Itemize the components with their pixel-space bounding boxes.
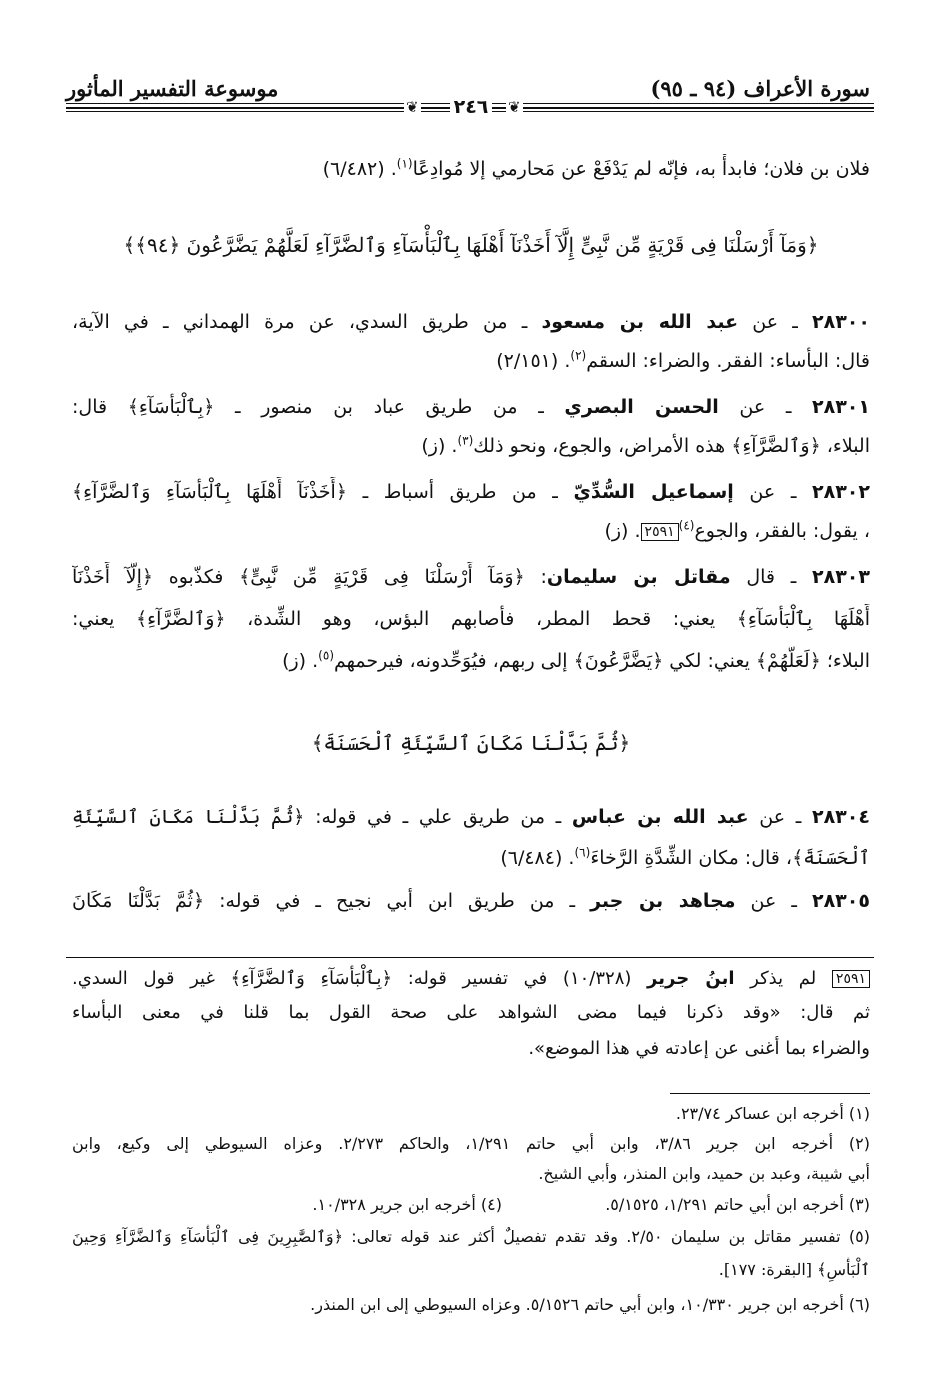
text-line: أَهْلَهَا بِٱلْبَأْسَآءِ﴾ يعني: قحط المطر، فأصابهم البؤس، وهو الشِّدة، ﴿وَٱلضَّرَّآءِ﴾ يعني:	[72, 608, 870, 630]
book-title: موسوعة التفسير المأثور	[66, 76, 279, 101]
text-line: والضراء بما أغنى عن إعادته في هذا الموضع».	[528, 1038, 870, 1059]
section-divider	[66, 957, 874, 958]
text-line: البلاء، ﴿وَٱلضَّرَّآءِ﴾ هذه الأمراض، والجوع، ونحو ذلك$^{(٣)}$. (ز)	[421, 433, 870, 457]
ornament-icon: ❦	[506, 94, 523, 120]
text-line: ٱلْبَأْسِ﴾ [البقرة: ١٧٧].	[718, 1260, 870, 1279]
ornament-icon: ❦	[404, 94, 421, 120]
footnote-4: (٤) أخرجه ابن جرير ١٠/٣٢٨.	[312, 1195, 502, 1214]
quran-verse: ﴿وَمَآ أَرْسَلْنَا فِى قَرْيَةٍ مِّن نَّبِىٍّ إِلَّآ أَخَذْنَآ أَهْلَهَا بِٱلْبَأْسَآءِ وَٱلضَّرَّآءِ لَعَلَّهُمْ يَضَّرَّعُونَ ﴿٩٤﴾﴾	[123, 233, 819, 257]
footnote-2: (٢) أخرجه ابن جرير ٣/٨٦، وابن أبي حاتم ١/٢٩١، والحاكم ٢/٢٧٣. وعزاه السيوطي إلى وكيع، وابن	[72, 1134, 870, 1153]
quran-verse: ﴿ثُمَّ بَدَّلْنَا مَكَانَ ٱلسَّيِّئَةِ ٱلْحَسَنَةَ﴾	[311, 731, 631, 755]
text-line: ٱلْحَسَنَةَ﴾، قال: مكان الشِّدَّةِ الرَّخاءَ$^{(٦)}$. (٦/٤٨٤)	[500, 845, 870, 869]
explanation-note: ٢٥٩١ لم يذكر ابنُ جرير (١٠/٣٢٨) في تفسير قوله: ﴿بِٱلْبَأْسَآءِ وَٱلضَّرَّآءِ﴾ غير قول السدي.	[72, 964, 870, 994]
text-line: قال: البأساء: الفقر. والضراء: السقم$^{(٢)}$. (٢/١٥١)	[496, 348, 870, 372]
footnote-5: (٥) تفسير مقاتل بن سليمان ٢/٥٠. وقد تقدم تفصيلٌ أكثر عند قوله تعالى: ﴿وَٱلصَّٰبِرِينَ فِى ٱلْبَأْسَآءِ وَٱلضَّرَّآءِ وَحِينَ	[72, 1227, 870, 1246]
footnote-1: (١) أخرجه ابن عساكر ٢٣/٧٤.	[675, 1104, 870, 1123]
narration-28304: ٢٨٣٠٤ ـ عن عبد الله بن عباس ـ من طريق علي ـ في قوله: ﴿ثُمَّ بَدَّلْنَا مَكَانَ ٱلسَّيِّئَةِ	[72, 806, 870, 828]
cross-ref-box: ٢٥٩١	[641, 523, 679, 541]
narration-28302: ٢٨٣٠٢ ـ عن إسماعيل السُّدِّيّ ـ من طريق أسباط ـ ﴿أَخَذْنَآ أَهْلَهَا بِٱلْبَأْسَآءِ وَٱلضَّرَّآءِ﴾	[72, 481, 870, 503]
page-number: ٢٤٦	[450, 96, 493, 118]
footnote-divider	[670, 1093, 870, 1094]
text-line: فلان بن فلان؛ فابدأْ به، فإنّه لم يَدْفَعْ عن مَحارمي إلا مُوادِعًا$^{(١)}$. (٦/٤٨٢)	[322, 156, 870, 180]
text-line: البلاء؛ ﴿لَعَلَّهُمْ﴾ يعني: لكي ﴿يَضَّرَّعُونَ﴾ إلى ربهم، فيُوَحِّدونه، فيرحمهم$^{(٥)}$. (ز)	[282, 648, 870, 672]
text-line: ، يقول: بالفقر، والجوع$^{(٤)}$٢٥٩١. (ز)	[604, 518, 870, 542]
surah-title: سورة الأعراف (٩٤ ـ ٩٥)	[650, 76, 870, 101]
text-line: أبي شيبة، وعبد بن حميد، وابن المنذر، وأبي الشيخ.	[538, 1164, 870, 1183]
text-line: ثم قال: «وقد ذكرنا فيما مضى الشواهد على صحة القول بما قلنا في معنى البأساء	[72, 1002, 870, 1023]
cross-ref-box: ٢٥٩١	[832, 970, 870, 988]
narration-28305: ٢٨٣٠٥ ـ عن مجاهد بن جبر ـ من طريق ابن أبي نجيح ـ في قوله: ﴿ثُمَّ بَدَّلْنَا مَكَانَ	[72, 890, 870, 912]
footnote-3: (٣) أخرجه ابن أبي حاتم ١/٢٩١، ٥/١٥٢٥.	[605, 1195, 870, 1214]
page-number-wrap	[0, 94, 942, 120]
footnote-6: (٦) أخرجه ابن جرير ١٠/٣٣٠، وابن أبي حاتم ٥/١٥٢٦. وعزاه السيوطي إلى ابن المنذر.	[310, 1295, 870, 1314]
narration-28300: ٢٨٣٠٠ ـ عن عبد الله بن مسعود ـ من طريق السدي، عن مرة الهمداني ـ في الآية،	[72, 311, 870, 333]
narration-28303: ٢٨٣٠٣ ـ قال مقاتل بن سليمان: ﴿وَمَآ أَرْسَلْنَا فِى قَرْيَةٍ مِّن نَّبِىٍّ﴾ فكذّبوه ﴿إِلَّآ أَخَذْنَآ	[72, 566, 870, 588]
narration-28301: ٢٨٣٠١ ـ عن الحسن البصري ـ من طريق عباد بن منصور ـ ﴿بِٱلْبَأْسَآءِ﴾ قال:	[72, 396, 870, 418]
